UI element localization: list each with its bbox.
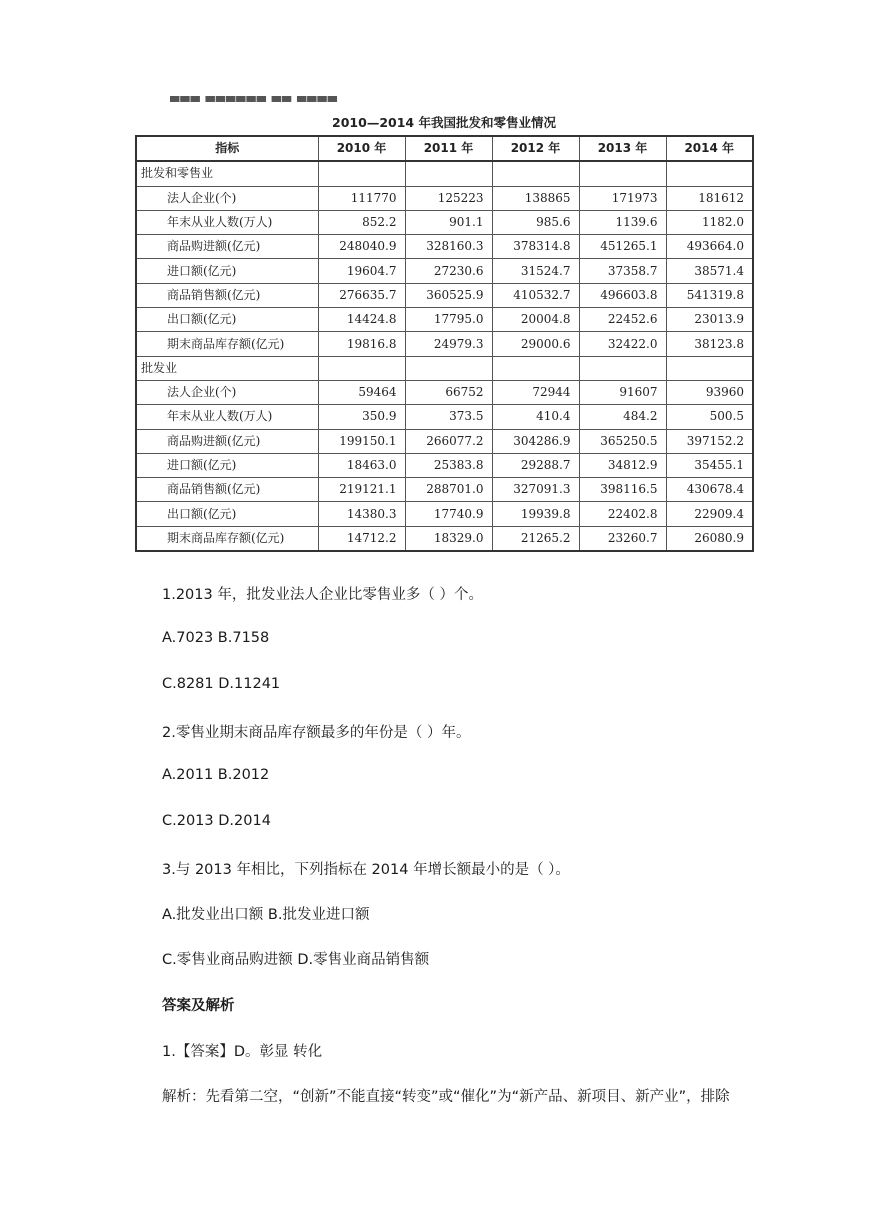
value-cell: 32422.0 [579, 332, 666, 356]
row-label: 商品购进额(亿元) [136, 235, 318, 259]
question-1-options-cd: C.8281 D.11241 [162, 676, 281, 692]
question-3-options-ab: A.批发业出口额 B.批发业进口额 [162, 907, 370, 923]
value-cell: 29000.6 [492, 332, 579, 356]
section-row [136, 161, 753, 186]
section-row [136, 356, 753, 380]
value-cell: 138865 [492, 186, 579, 210]
empty-cell [405, 161, 492, 186]
row-label: 出口额(亿元) [136, 502, 318, 526]
value-cell: 27230.6 [405, 259, 492, 283]
value-cell: 23260.7 [579, 526, 666, 551]
value-cell: 378314.8 [492, 235, 579, 259]
empty-cell [666, 161, 753, 186]
row-label: 年末从业人数(万人) [136, 210, 318, 234]
row-label: 商品销售额(亿元) [136, 283, 318, 307]
question-1-options-ab: A.7023 B.7158 [162, 630, 270, 646]
empty-cell [318, 161, 405, 186]
row-label: 期末商品库存额(亿元) [136, 526, 318, 551]
value-cell: 171973 [579, 186, 666, 210]
table-row [136, 308, 753, 332]
empty-cell [666, 356, 753, 380]
section-label: 批发业 [136, 356, 318, 380]
value-cell: 21265.2 [492, 526, 579, 551]
value-cell: 397152.2 [666, 429, 753, 453]
table-row [136, 259, 753, 283]
value-cell: 26080.9 [666, 526, 753, 551]
row-label: 期末商品库存额(亿元) [136, 332, 318, 356]
header-cell: 2011 年 [405, 136, 492, 161]
value-cell: 111770 [318, 186, 405, 210]
empty-cell [405, 356, 492, 380]
value-cell: 360525.9 [405, 283, 492, 307]
value-cell: 14712.2 [318, 526, 405, 551]
header-cell: 2012 年 [492, 136, 579, 161]
value-cell: 248040.9 [318, 235, 405, 259]
value-cell: 199150.1 [318, 429, 405, 453]
answers-heading: 答案及解析 [162, 998, 235, 1014]
value-cell: 276635.7 [318, 283, 405, 307]
question-1: 1.2013 年，批发业法人企业比零售业多（ ）个。 [162, 587, 483, 603]
value-cell: 22402.8 [579, 502, 666, 526]
value-cell: 22452.6 [579, 308, 666, 332]
row-label: 进口额(亿元) [136, 259, 318, 283]
value-cell: 66752 [405, 380, 492, 404]
table-row [136, 235, 753, 259]
empty-cell [579, 356, 666, 380]
value-cell: 19604.7 [318, 259, 405, 283]
value-cell: 1182.0 [666, 210, 753, 234]
value-cell: 398116.5 [579, 478, 666, 502]
value-cell: 373.5 [405, 405, 492, 429]
table-title: 2010—2014 年我国批发和零售业情况 [332, 115, 556, 130]
value-cell: 350.9 [318, 405, 405, 429]
empty-cell [318, 356, 405, 380]
table-row [136, 502, 753, 526]
empty-cell [579, 161, 666, 186]
value-cell: 23013.9 [666, 308, 753, 332]
value-cell: 181612 [666, 186, 753, 210]
table-row [136, 526, 753, 551]
value-cell: 31524.7 [492, 259, 579, 283]
value-cell: 24979.3 [405, 332, 492, 356]
value-cell: 496603.8 [579, 283, 666, 307]
question-2: 2.零售业期末商品库存额最多的年份是（ ）年。 [162, 725, 471, 741]
value-cell: 38571.4 [666, 259, 753, 283]
value-cell: 500.5 [666, 405, 753, 429]
question-2-options-ab: A.2011 B.2012 [162, 767, 270, 783]
value-cell: 37358.7 [579, 259, 666, 283]
value-cell: 93960 [666, 380, 753, 404]
value-cell: 484.2 [579, 405, 666, 429]
value-cell: 20004.8 [492, 308, 579, 332]
table-body [136, 161, 753, 551]
value-cell: 14424.8 [318, 308, 405, 332]
value-cell: 35455.1 [666, 453, 753, 477]
value-cell: 365250.5 [579, 429, 666, 453]
table-row [136, 405, 753, 429]
value-cell: 22909.4 [666, 502, 753, 526]
value-cell: 493664.0 [666, 235, 753, 259]
value-cell: 219121.1 [318, 478, 405, 502]
value-cell: 410.4 [492, 405, 579, 429]
value-cell: 288701.0 [405, 478, 492, 502]
value-cell: 410532.7 [492, 283, 579, 307]
empty-cell [492, 161, 579, 186]
row-label: 出口额(亿元) [136, 308, 318, 332]
value-cell: 18329.0 [405, 526, 492, 551]
value-cell: 59464 [318, 380, 405, 404]
value-cell: 901.1 [405, 210, 492, 234]
value-cell: 451265.1 [579, 235, 666, 259]
header-cell: 2010 年 [318, 136, 405, 161]
value-cell: 25383.8 [405, 453, 492, 477]
value-cell: 327091.3 [492, 478, 579, 502]
row-label: 法人企业(个) [136, 380, 318, 404]
header-cell: 2014 年 [666, 136, 753, 161]
value-cell: 17740.9 [405, 502, 492, 526]
question-3-options-cd: C.零售业商品购进额 D.零售业商品销售额 [162, 952, 430, 968]
value-cell: 19816.8 [318, 332, 405, 356]
value-cell: 18463.0 [318, 453, 405, 477]
value-cell: 430678.4 [666, 478, 753, 502]
cropped-text-fragment: ▀▀▀ ▀▀▀▀▀▀ ▀▀ ▀▀▀▀ [170, 96, 338, 103]
table-row [136, 453, 753, 477]
empty-cell [492, 356, 579, 380]
row-label: 法人企业(个) [136, 186, 318, 210]
row-label: 进口额(亿元) [136, 453, 318, 477]
value-cell: 19939.8 [492, 502, 579, 526]
table-row [136, 283, 753, 307]
value-cell: 125223 [405, 186, 492, 210]
row-label: 商品销售额(亿元) [136, 478, 318, 502]
value-cell: 34812.9 [579, 453, 666, 477]
value-cell: 304286.9 [492, 429, 579, 453]
value-cell: 72944 [492, 380, 579, 404]
value-cell: 1139.6 [579, 210, 666, 234]
answer-analysis: 解析：先看第二空，“创新”不能直接“转变”或“催化”为“新产品、新项目、新产业”，排除 [162, 1089, 730, 1105]
value-cell: 852.2 [318, 210, 405, 234]
value-cell: 14380.3 [318, 502, 405, 526]
question-2-options-cd: C.2013 D.2014 [162, 813, 271, 829]
table-header-row [136, 136, 753, 161]
value-cell: 38123.8 [666, 332, 753, 356]
value-cell: 985.6 [492, 210, 579, 234]
value-cell: 17795.0 [405, 308, 492, 332]
section-label: 批发和零售业 [136, 161, 318, 186]
value-cell: 29288.7 [492, 453, 579, 477]
table-row [136, 380, 753, 404]
statistics-table [135, 135, 754, 552]
table-row [136, 429, 753, 453]
header-cell: 指标 [136, 136, 318, 161]
row-label: 商品购进额(亿元) [136, 429, 318, 453]
header-cell: 2013 年 [579, 136, 666, 161]
table-row [136, 332, 753, 356]
value-cell: 91607 [579, 380, 666, 404]
value-cell: 266077.2 [405, 429, 492, 453]
row-label: 年末从业人数(万人) [136, 405, 318, 429]
table-row [136, 478, 753, 502]
value-cell: 328160.3 [405, 235, 492, 259]
value-cell: 541319.8 [666, 283, 753, 307]
table-row [136, 186, 753, 210]
table-row [136, 210, 753, 234]
answer-1: 1.【答案】D。彰显 转化 [162, 1044, 323, 1060]
question-3: 3.与 2013 年相比，下列指标在 2014 年增长额最小的是（ ）。 [162, 862, 570, 878]
